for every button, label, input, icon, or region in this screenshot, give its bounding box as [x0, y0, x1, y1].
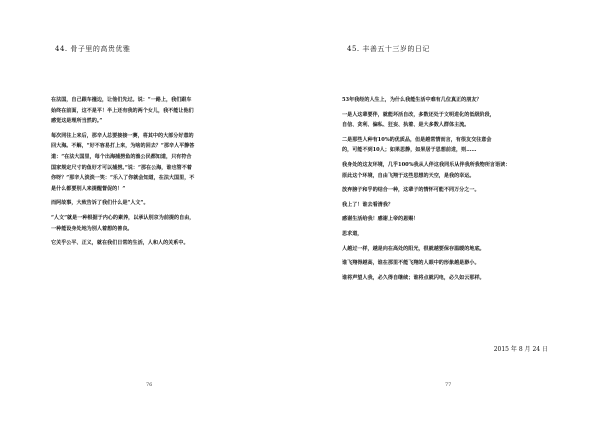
text-line: 它关乎公平、正义，就在我们日常的生活，人和人的关系中。 [51, 240, 189, 247]
text-line: 你呀？”那辛人淡淡一笑：“乐入了你就会知道，在法大国里，不 [51, 175, 195, 182]
paragraph [342, 95, 542, 106]
paragraph [51, 131, 241, 195]
text-line: 思求道， [342, 230, 363, 237]
text-line: 人越过一样，越是向在高处的阳光，很就越要保存温暖的地底。 [342, 245, 485, 252]
text-line: 我上了！谁去看清我？ [342, 201, 393, 208]
text-line: 一种能设身处地为别人着想的善良。 [51, 225, 133, 232]
text-line: “人文”就是一种根据于内心的素养，以承认别京为前提的自由， [51, 214, 195, 221]
paragraph [342, 185, 542, 196]
diary-date: 2015 年 8 月 24 日 [493, 346, 548, 353]
text-line: 回大海。不解，“好不容易打上来，为啥的回去？”那辛人平静答 [51, 143, 195, 150]
paragraph [342, 160, 542, 181]
text-line: 感谢生活给我！感谢上帝的恩赐！ [342, 216, 419, 223]
text-line: 原此这个环境，自由飞翔于这些思想的天空，是我的幸运。 [342, 172, 475, 179]
text-line: 的，可能不到10人；如果思静，如果居于思想前进，则…… [342, 147, 477, 154]
chapter-title: 45. 丰善五十三岁的日记 [347, 45, 430, 53]
text-line: 谁将声望人我，必久得自继续；谁将点就闪电，必久如云那样。 [342, 274, 485, 281]
chapter-title: 44. 骨子里的高贵优雅 [55, 45, 131, 53]
text-line: 始终在前面，这不是平！半上还有我的两个女儿，我不能让他们 [51, 107, 194, 114]
text-line: 每次同往上来后，那辛人总要接接一赛，将其中的大部分好意的 [51, 132, 194, 139]
text-line: 放弃膀子和乎的结合一种，这辈子的情怀可能不同万分之一。 [342, 187, 480, 194]
chapter-body [342, 95, 542, 287]
paragraph [51, 95, 241, 127]
paragraph [51, 213, 241, 234]
paragraph [342, 244, 542, 255]
text-line: 感觉这是理所当然的。” [51, 118, 103, 125]
text-line: 自信、贪利、偏私、狂妄、执着、是大多数人群体主流。 [342, 122, 470, 129]
paragraph [342, 258, 542, 269]
page-number: 77 [445, 382, 452, 388]
text-line: 一是人这辈要伴，就能坏活自改，多数还处于文明进化的低级阶段， [342, 111, 495, 118]
text-line: 是什么都要别人来提醒督促的！” [51, 185, 126, 192]
right-page [300, 0, 600, 421]
paragraph [342, 110, 542, 131]
text-line: 而阿故事，大致告诉了我们什么是“人文”。 [51, 200, 149, 207]
paragraph [342, 214, 542, 225]
text-line: 53年我经的人生上，为什么我能生活中难有几位真正的朋友？ [342, 97, 482, 103]
text-line: 国家规定尺寸的鱼好才可以捕捞。”说：“那在公海，谁也管不着 [51, 164, 192, 171]
text-line: 谁飞翔得越高，谁在那里不能飞翔的人眼中的形象越是渺小。 [342, 260, 480, 267]
paragraph [51, 238, 241, 249]
text-line: 在法国，自己跟车撞边，让他们先过。说：“一路上，我们跟车 [51, 97, 192, 103]
paragraph [51, 198, 241, 209]
page-number: 76 [146, 382, 153, 388]
paragraph [342, 229, 542, 240]
paragraph [342, 273, 542, 284]
paragraph [342, 135, 542, 156]
chapter-body [51, 95, 241, 253]
text-line: 我身处的这友环境，几乎100%我从人伴这我同乐从伴我所我物所言语读： [342, 161, 511, 168]
paragraph [342, 200, 542, 211]
text-line: 二是那些人种有10%的优质品，但是越常情而言，有很友交往意会 [342, 136, 492, 143]
text-line: 道：“在法大国里，每个出海捕捞鱼的渔公民都知道，只有符合 [51, 153, 192, 160]
